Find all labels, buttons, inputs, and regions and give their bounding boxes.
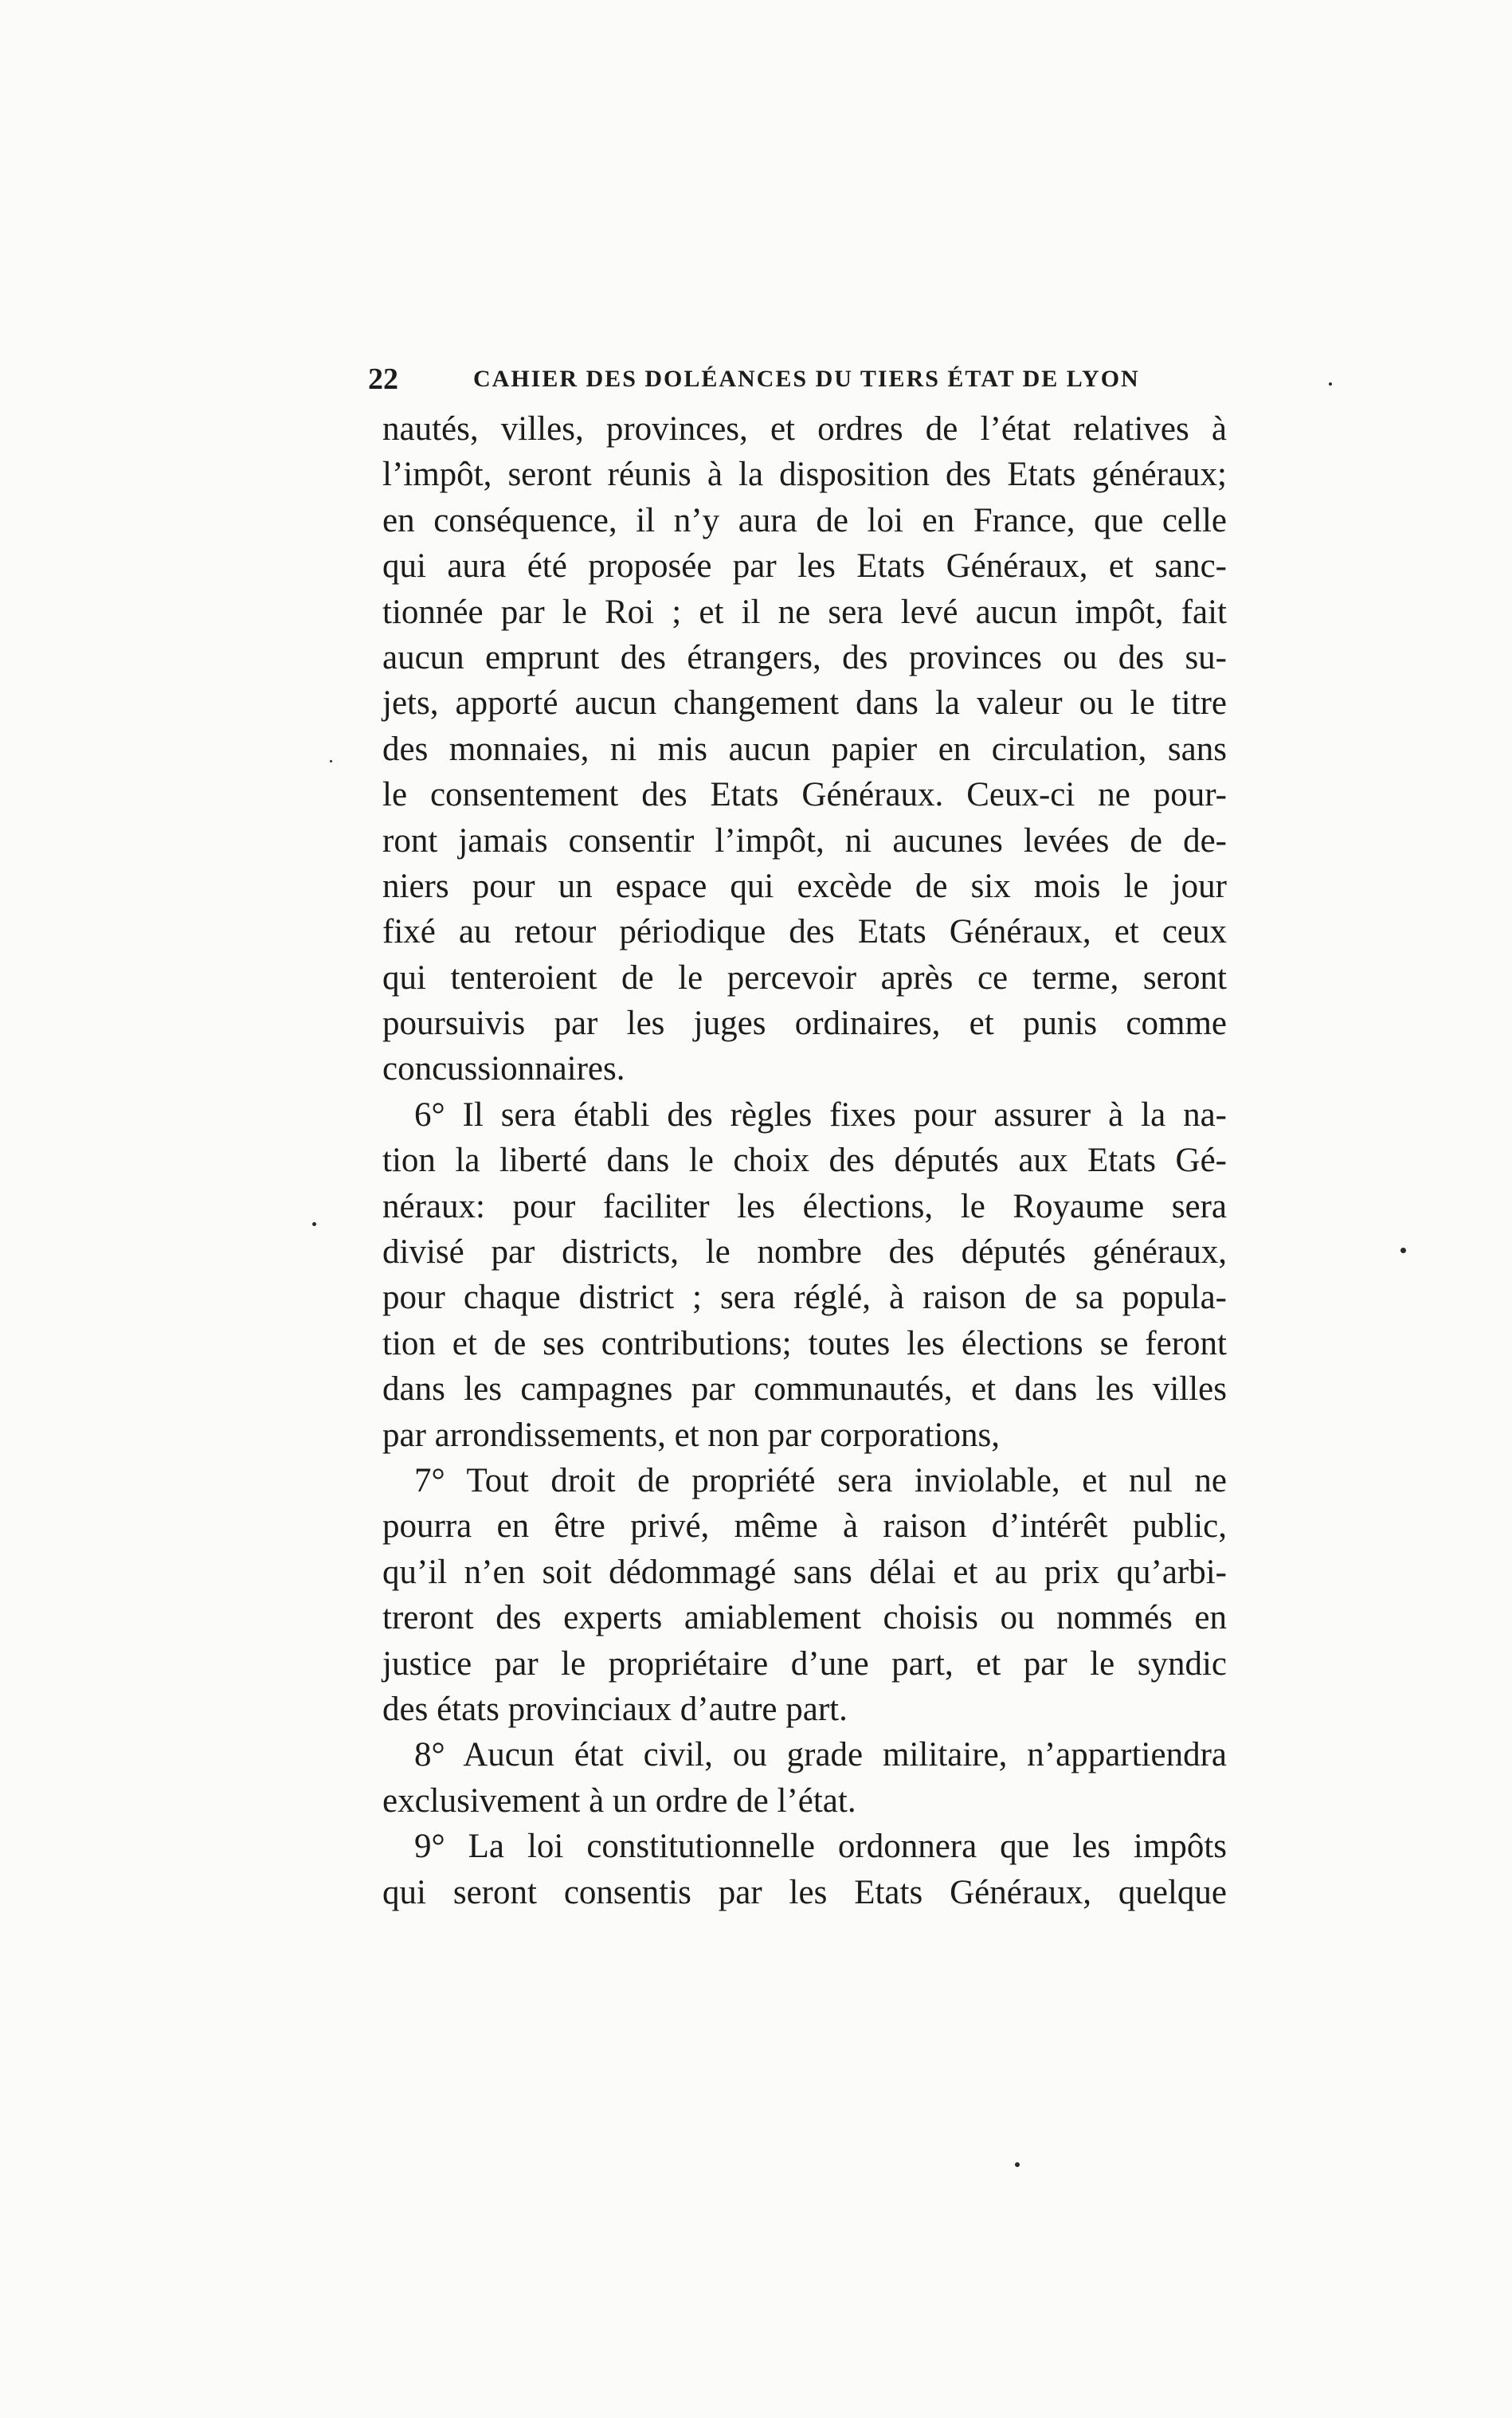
text-line: poursuivis par les juges ordinaires, et punis comme: [382, 1005, 1227, 1043]
text-line: qui aura été proposée par les Etats Généraux, et sanc-: [382, 547, 1227, 586]
text-line: ront jamais consentir l’impôt, ni aucunes levées de de-: [382, 821, 1227, 860]
text-line: fixé au retour périodique des Etats Généraux, et ceux: [382, 913, 1227, 951]
text-line: qui seront consentis par les Etats Généraux, quelque: [382, 1873, 1227, 1911]
scan-speck: [1329, 382, 1332, 386]
scan-speck: [312, 1222, 316, 1226]
running-title: CAHIER DES DOLÉANCES DU TIERS ÉTAT DE LYON: [473, 366, 1140, 392]
text-line: nautés, villes, provinces, et ordres de l’état relatives à: [382, 410, 1227, 448]
text-line: dans les campagnes par communautés, et dans les villes: [382, 1370, 1227, 1409]
text-line: divisé par districts, le nombre des députés généraux,: [382, 1233, 1227, 1272]
text-line: l’impôt, seront réunis à la disposition des Etats généraux;: [382, 456, 1227, 494]
text-line: 7° Tout droit de propriété sera inviolable, et nul ne: [414, 1461, 1227, 1499]
text-line: le consentement des Etats Généraux. Ceux-ci ne pour-: [382, 776, 1227, 814]
text-line: par arrondissements, et non par corporations,: [382, 1416, 1000, 1454]
page-header: [368, 355, 1227, 403]
text-line: néraux: pour faciliter les élections, le Royaume sera: [382, 1187, 1227, 1225]
text-line: 9° La loi constitutionnelle ordonnera que les impôts: [414, 1828, 1227, 1866]
body-text: [382, 406, 1227, 1915]
text-line: tion et de ses contributions; toutes les élections se feront: [382, 1324, 1227, 1362]
text-line: pour chaque district ; sera réglé, à raison de sa popula-: [382, 1279, 1227, 1317]
page-number: 22: [368, 363, 398, 396]
text-line: niers pour un espace qui excède de six mois le jour: [382, 867, 1227, 905]
text-line: qu’il n’en soit dédommagé sans délai et au prix qu’arbi-: [382, 1553, 1227, 1591]
text-line: 8° Aucun état civil, ou grade militaire, n’appartiendra: [414, 1736, 1227, 1774]
text-line: jets, apporté aucun changement dans la valeur ou le titre: [382, 684, 1227, 723]
text-line: en conséquence, il n’y aura de loi en France, que celle: [382, 501, 1227, 539]
text-line: 6° Il sera établi des règles fixes pour assurer à la na-: [414, 1095, 1227, 1134]
text-line: treront des experts amiablement choisis ou nommés en: [382, 1599, 1227, 1637]
text-line: des états provinciaux d’autre part.: [382, 1690, 848, 1728]
scan-speck: [330, 760, 332, 762]
scan-speck: [1015, 2162, 1020, 2167]
text-line: concussionnaires.: [382, 1050, 625, 1088]
text-line: exclusivement à un ordre de l’état.: [382, 1781, 856, 1820]
text-line: qui tenteroient de le percevoir après ce terme, seront: [382, 958, 1227, 997]
text-line: justice par le propriétaire d’une part, et par le syndic: [382, 1644, 1227, 1683]
text-line: tion la liberté dans le choix des députés aux Etats Gé-: [382, 1142, 1227, 1180]
text-line: aucun emprunt des étrangers, des provinces ou des su-: [382, 638, 1227, 676]
text-line: tionnée par le Roi ; et il ne sera levé aucun impôt, fait: [382, 593, 1227, 631]
scan-speck: [1400, 1248, 1406, 1253]
text-line: des monnaies, ni mis aucun papier en circulation, sans: [382, 730, 1227, 768]
text-line: pourra en être privé, même à raison d’intérêt public,: [382, 1507, 1227, 1546]
